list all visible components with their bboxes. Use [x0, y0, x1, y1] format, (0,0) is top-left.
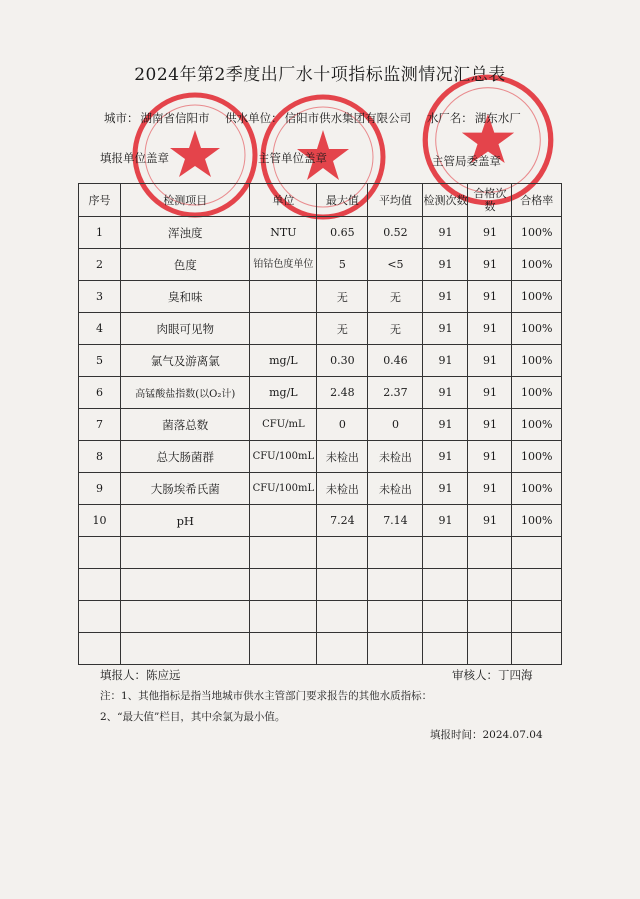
table-cell: 0 [317, 409, 368, 441]
table-cell [317, 601, 368, 633]
table-cell: 100% [512, 345, 562, 377]
table-cell [512, 569, 562, 601]
table-cell: 色度 [121, 249, 250, 281]
table-cell: 7.14 [368, 505, 423, 537]
table-cell: 臭和味 [121, 281, 250, 313]
table-cell: 7 [79, 409, 121, 441]
table-cell: 91 [468, 377, 512, 409]
header-info-line [104, 110, 523, 126]
table-cell: mg/L [250, 345, 317, 377]
report-date: 填报时间：2024.07.04 [430, 729, 543, 741]
table-cell [368, 537, 423, 569]
header-cell: 最大值 [317, 184, 368, 217]
table-cell: mg/L [250, 377, 317, 409]
table-cell: 4 [79, 313, 121, 345]
header-cell: 序号 [79, 184, 121, 217]
table-cell: 0.65 [317, 217, 368, 249]
table-body [79, 217, 562, 665]
table-row [79, 345, 562, 377]
table-cell: 91 [468, 441, 512, 473]
plant-value: 湖东水厂 [474, 111, 521, 125]
header-cell: 检测项目 [121, 184, 250, 217]
table-cell [121, 633, 250, 665]
city-label: 城市： [104, 111, 139, 125]
table-cell [121, 601, 250, 633]
table-cell [121, 537, 250, 569]
seal-fill-unit: 填报单位盖章 [100, 151, 169, 165]
table-cell [368, 569, 423, 601]
table-cell: CFU/mL [250, 409, 317, 441]
table-cell [250, 569, 317, 601]
table-cell: 100% [512, 249, 562, 281]
table-cell [317, 633, 368, 665]
table-cell [423, 633, 468, 665]
table-cell: 0.52 [368, 217, 423, 249]
table-cell: 91 [423, 313, 468, 345]
table-cell: 91 [423, 345, 468, 377]
table-cell: 3 [79, 281, 121, 313]
table-cell: 91 [468, 217, 512, 249]
table-cell [368, 633, 423, 665]
table-cell: 氯气及游离氯 [121, 345, 250, 377]
table-row [79, 217, 562, 249]
table-cell: 91 [468, 281, 512, 313]
table-cell [468, 569, 512, 601]
table-cell [317, 569, 368, 601]
table-row [79, 281, 562, 313]
table-cell: 0 [368, 409, 423, 441]
table-row [79, 409, 562, 441]
table-cell: 1 [79, 217, 121, 249]
table-cell: 100% [512, 505, 562, 537]
page-title: 2024年第2季度出厂水十项指标监测情况汇总表 [134, 65, 506, 85]
table-cell: 6 [79, 377, 121, 409]
table-cell: 100% [512, 281, 562, 313]
table-row [79, 313, 562, 345]
table-cell [423, 569, 468, 601]
table-cell: 91 [423, 377, 468, 409]
table-cell: 肉眼可见物 [121, 313, 250, 345]
supplier-label: 供水单位： [225, 111, 283, 125]
table-cell: 8 [79, 441, 121, 473]
table-cell: 2.37 [368, 377, 423, 409]
table-cell: 91 [423, 281, 468, 313]
table-cell [250, 537, 317, 569]
table-cell: 无 [317, 281, 368, 313]
table-cell: CFU/100mL [250, 441, 317, 473]
header-cell: 平均值 [368, 184, 423, 217]
header-cell: 单位 [250, 184, 317, 217]
table-cell: 未检出 [368, 441, 423, 473]
table-cell: 100% [512, 217, 562, 249]
seal-committee: 主管局委盖章 [432, 154, 501, 168]
table-cell: 91 [423, 249, 468, 281]
table-cell [468, 601, 512, 633]
table-row [79, 569, 562, 601]
table-cell: 100% [512, 313, 562, 345]
table-cell: 浑浊度 [121, 217, 250, 249]
table-cell [79, 537, 121, 569]
table-row [79, 537, 562, 569]
table-cell: 2.48 [317, 377, 368, 409]
filler-name: 填报人：陈应远 [100, 668, 181, 682]
note-2: 2、“最大值”栏目，其中余氯为最小值。 [100, 711, 286, 723]
table-cell: 100% [512, 441, 562, 473]
table-cell [79, 601, 121, 633]
seal-main-unit: 主管单位盖章 [258, 151, 327, 165]
table-cell: 无 [368, 313, 423, 345]
table-cell: 菌落总数 [121, 409, 250, 441]
table-cell [468, 633, 512, 665]
table-cell: 5 [79, 345, 121, 377]
table-cell: 9 [79, 473, 121, 505]
table-cell: CFU/100mL [250, 473, 317, 505]
table-row [79, 633, 562, 665]
table-cell: 无 [368, 281, 423, 313]
table-row [79, 377, 562, 409]
table-cell [423, 601, 468, 633]
table-cell: 未检出 [317, 473, 368, 505]
table-cell [368, 601, 423, 633]
table-row [79, 441, 562, 473]
table-cell: 0.30 [317, 345, 368, 377]
table-cell: 91 [423, 217, 468, 249]
table-row [79, 505, 562, 537]
table-cell [423, 537, 468, 569]
table-cell: 7.24 [317, 505, 368, 537]
table-cell: 91 [468, 249, 512, 281]
table-cell: 2 [79, 249, 121, 281]
table-cell: 无 [317, 313, 368, 345]
indicator-table [78, 183, 562, 665]
table-cell [250, 601, 317, 633]
table-cell [121, 569, 250, 601]
table-cell: 91 [468, 345, 512, 377]
table-cell [250, 281, 317, 313]
table-cell: NTU [250, 217, 317, 249]
table-cell: 铂钴色度单位 [250, 249, 317, 281]
table-cell: 91 [423, 505, 468, 537]
table-cell [250, 633, 317, 665]
table-cell [250, 505, 317, 537]
table-header-row [79, 184, 562, 217]
table-cell: 91 [423, 409, 468, 441]
table-cell: 0.46 [368, 345, 423, 377]
header-cell: 合格率 [512, 184, 562, 217]
table-cell: 100% [512, 473, 562, 505]
plant-label: 水厂名： [426, 111, 473, 125]
table-row [79, 601, 562, 633]
table-cell: 91 [423, 441, 468, 473]
table-cell: pH [121, 505, 250, 537]
table-cell: 10 [79, 505, 121, 537]
table-row [79, 473, 562, 505]
supplier-value: 信阳市供水集团有限公司 [284, 111, 412, 125]
table-cell [79, 569, 121, 601]
table-cell: 未检出 [368, 473, 423, 505]
table-cell [512, 601, 562, 633]
city-value: 湖南省信阳市 [140, 111, 210, 125]
table-cell: 100% [512, 377, 562, 409]
table-cell [512, 633, 562, 665]
table-cell: 91 [468, 313, 512, 345]
table-cell: 未检出 [317, 441, 368, 473]
header-cell: 检测次数 [423, 184, 468, 217]
table-cell [79, 633, 121, 665]
table-cell: 91 [468, 505, 512, 537]
table-cell [317, 537, 368, 569]
table-row [79, 249, 562, 281]
table-cell: 大肠埃希氏菌 [121, 473, 250, 505]
table-cell: 5 [317, 249, 368, 281]
table-cell: 100% [512, 409, 562, 441]
table-cell [468, 537, 512, 569]
table-cell: 91 [468, 409, 512, 441]
note-1: 注：1、其他指标是指当地城市供水主管部门要求报告的其他水质指标： [100, 690, 433, 702]
table-cell: 总大肠菌群 [121, 441, 250, 473]
reviewer-name: 审核人：丁四海 [452, 668, 533, 682]
table-cell: 高锰酸盐指数(以O₂计) [121, 377, 250, 409]
table-cell [512, 537, 562, 569]
table-cell: 91 [468, 473, 512, 505]
table-cell: 91 [423, 473, 468, 505]
table-cell: <5 [368, 249, 423, 281]
header-cell: 合格次数 [468, 184, 512, 217]
table-cell [250, 313, 317, 345]
